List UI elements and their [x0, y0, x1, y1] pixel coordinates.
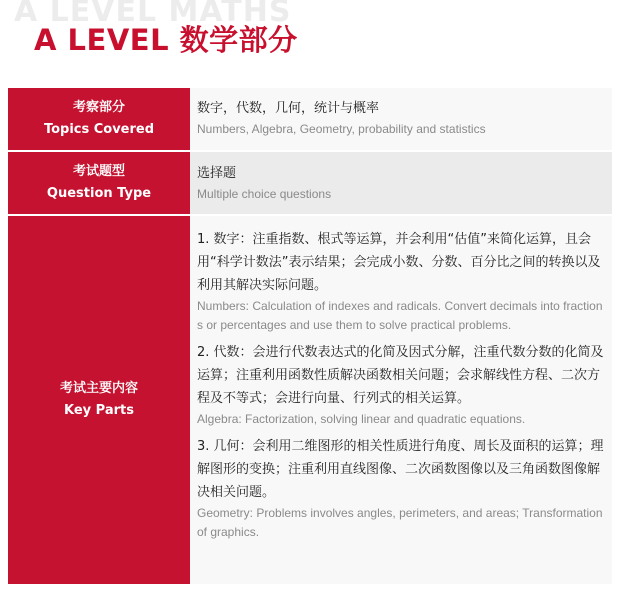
table-row-key-parts	[8, 216, 612, 584]
key-part-zh: 1. 数字：注重指数、根式等运算，并会利用“估值”来简化运算，且会用“科学计数法”表示结果；会完成小数、分数、百分比之间的转换以及利用其解决实际问题。	[197, 232, 601, 293]
page-title: A LEVEL 数学部分	[34, 23, 298, 57]
row-content-key-parts	[190, 216, 612, 584]
row-header-label-zh: 考察部分	[72, 100, 125, 115]
row-header-label-zh: 考试主要内容	[59, 381, 138, 396]
row-header-label-en: Question Type	[46, 186, 152, 201]
key-part-geometry	[197, 435, 606, 542]
row-header-question-type	[8, 152, 190, 214]
info-table	[8, 88, 612, 584]
key-part-algebra	[197, 341, 606, 429]
row-header-label-en: Topics Covered	[43, 122, 155, 137]
key-part-en: Geometry: Problems involves angles, perimeters, and areas; Transformation of graphics.	[197, 506, 603, 539]
table-row-topics	[8, 88, 612, 150]
content-en: Numbers, Algebra, Geometry, probability and statistics	[197, 122, 486, 136]
row-header-label-en: Key Parts	[64, 403, 134, 418]
row-header-topics	[8, 88, 190, 150]
row-content-topics	[190, 88, 612, 150]
content-en: Multiple choice questions	[197, 187, 332, 201]
key-part-zh: 3. 几何：会利用二维图形的相关性质进行角度、周长及面积的运算；理解图形的变换；注重利用直线图像、二次函数图像以及三角函数图像解决相关问题。	[197, 439, 604, 500]
row-header-label-zh: 考试题型	[72, 164, 125, 179]
row-content-question-type	[190, 152, 612, 214]
table-row-question-type	[8, 152, 612, 214]
content-zh: 数字，代数，几何，统计与概率	[197, 101, 380, 116]
key-part-en: Algebra: Factorization, solving linear and quadratic equations.	[197, 412, 526, 426]
key-part-numbers	[197, 228, 606, 335]
row-header-key-parts	[8, 216, 190, 584]
watermark-text: A LEVEL MATHS	[14, 0, 292, 29]
key-part-en: Numbers: Calculation of indexes and radicals. Convert decimals into fractions or percentages and use them to solve practical problems.	[197, 299, 603, 332]
key-part-zh: 2. 代数：会进行代数表达式的化简及因式分解，注重代数分数的化简及运算；注重利用函数性质解决函数相关问题；会求解线性方程、二次方程及不等式；会进行向量、行列式的相关运算。	[197, 345, 604, 406]
content-zh: 选择题	[197, 166, 237, 181]
